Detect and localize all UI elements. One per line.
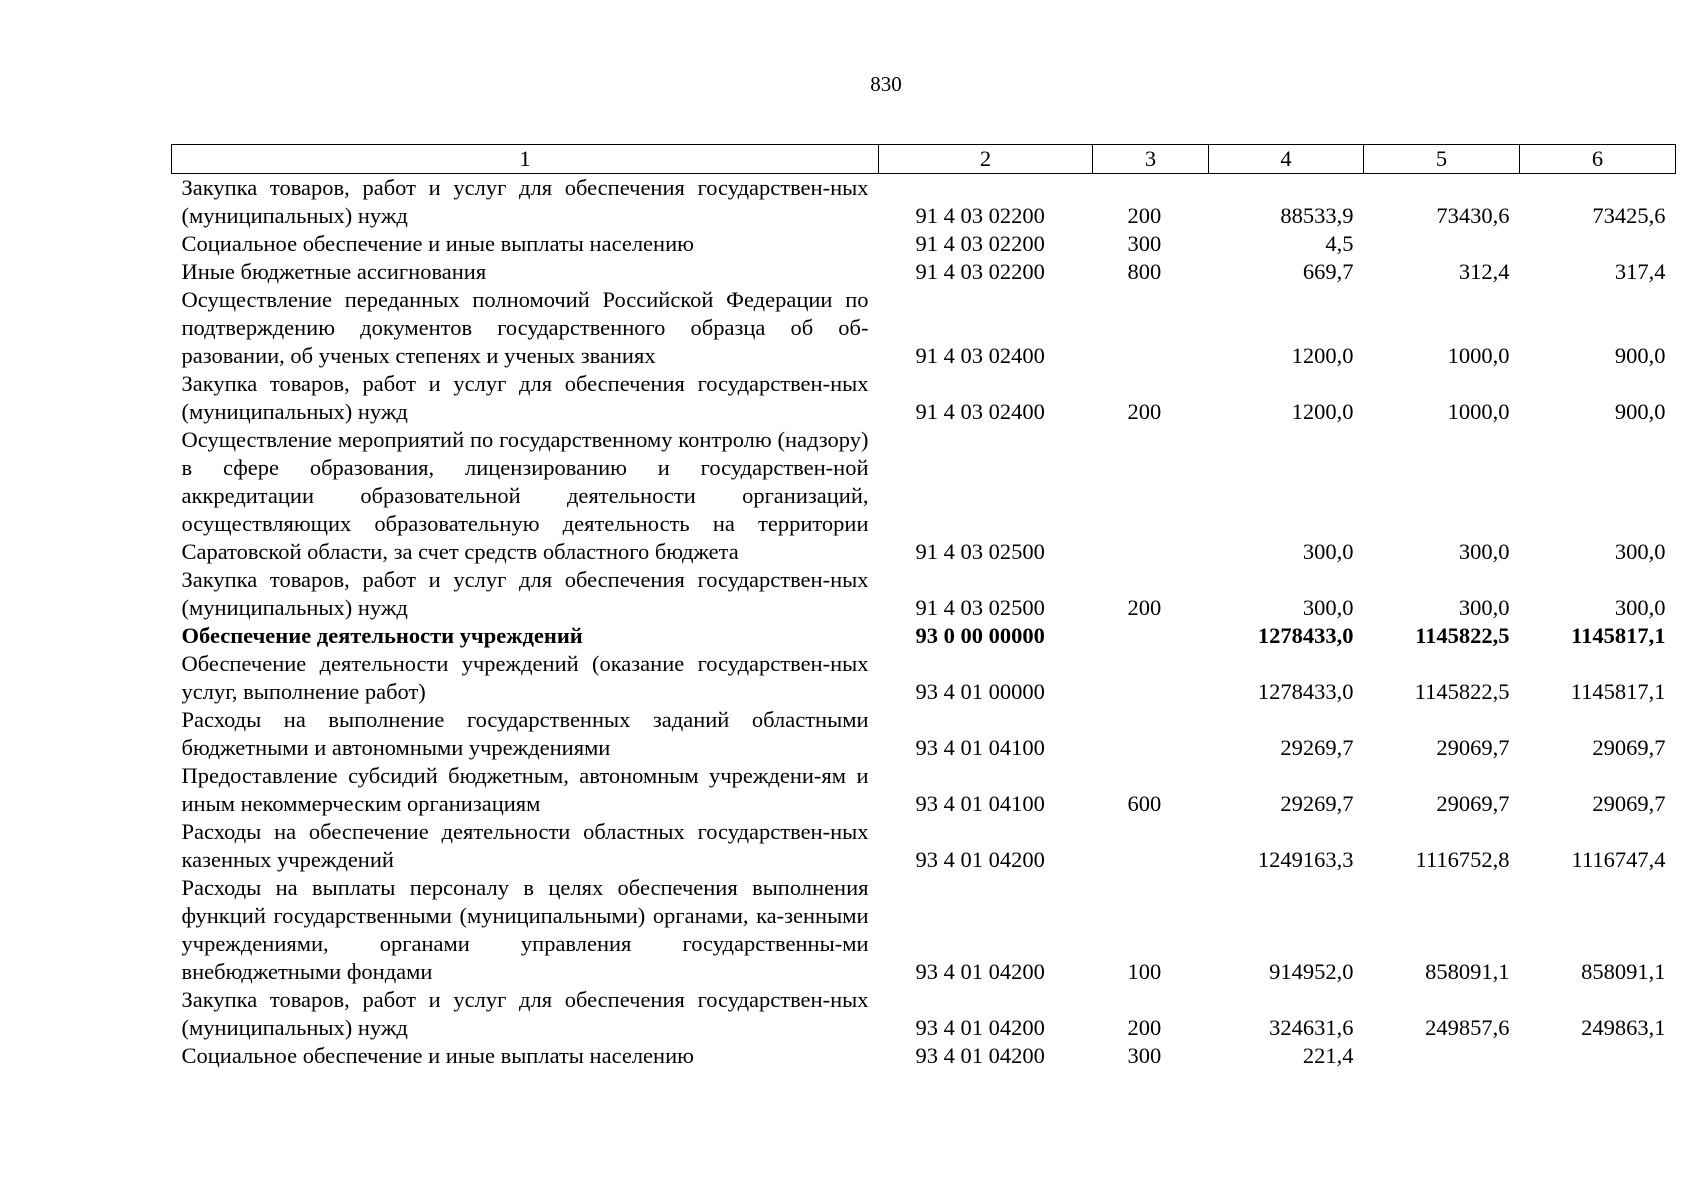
row-value-6-cell xyxy=(1520,230,1676,258)
row-code-cell: 91 4 03 02500 xyxy=(915,539,1045,564)
table-row xyxy=(172,650,1676,706)
column-header-6: 6 xyxy=(1520,145,1676,174)
row-value-6-cell: 1116747,4 xyxy=(1571,847,1666,872)
row-name-cell: Закупка товаров, работ и услуг для обеспечения государствен-ных (муниципальных) нужд xyxy=(181,987,869,1040)
row-name-cell: Иные бюджетные ассигнования xyxy=(181,259,487,284)
row-value-6-cell: 300,0 xyxy=(1614,595,1666,620)
row-name-cell: Осуществление переданных полномочий Российской Федерации по подтверждению документов государственного образца об об-разовании, об ученых степенях и ученых званиях xyxy=(181,287,869,368)
row-value-4-cell: 1200,0 xyxy=(1291,399,1354,424)
row-name-cell: Предоставление субсидий бюджетным, автономным учреждени-ям и иным некоммерческим организациям xyxy=(181,763,869,816)
row-value-4-cell: 324631,6 xyxy=(1269,1015,1354,1040)
row-expense-type-cell: 300 xyxy=(1127,1043,1162,1068)
row-code-cell: 93 4 01 00000 xyxy=(915,679,1045,704)
row-name-cell: Закупка товаров, работ и услуг для обеспечения государствен-ных (муниципальных) нужд xyxy=(181,175,869,228)
column-header-2: 2 xyxy=(879,145,1093,174)
row-code-cell: 91 4 03 02200 xyxy=(915,231,1045,256)
row-code-cell: 91 4 03 02400 xyxy=(915,343,1045,368)
row-value-5-cell: 1145822,5 xyxy=(1415,623,1510,648)
table-row xyxy=(172,566,1676,622)
row-code-cell: 91 4 03 02500 xyxy=(915,595,1045,620)
row-code-cell: 93 4 01 04200 xyxy=(915,1043,1045,1068)
row-code-cell: 93 4 01 04200 xyxy=(915,959,1045,984)
table-row xyxy=(172,230,1676,258)
row-code-cell: 91 4 03 02200 xyxy=(915,203,1045,228)
row-expense-type-cell xyxy=(1093,426,1209,566)
row-value-5-cell: 300,0 xyxy=(1458,539,1510,564)
row-expense-type-cell: 600 xyxy=(1127,791,1162,816)
row-value-4-cell: 1200,0 xyxy=(1291,343,1354,368)
row-name-cell: Расходы на выполнение государственных заданий областными бюджетными и автономными учреждениями xyxy=(181,707,869,760)
row-value-6-cell: 900,0 xyxy=(1614,399,1666,424)
table-row xyxy=(172,426,1676,566)
row-expense-type-cell xyxy=(1093,706,1209,762)
row-code-cell: 93 4 01 04100 xyxy=(915,791,1045,816)
row-code-cell: 93 4 01 04200 xyxy=(915,1015,1045,1040)
row-expense-type-cell xyxy=(1093,650,1209,706)
table-row xyxy=(172,370,1676,426)
row-value-6-cell: 1145817,1 xyxy=(1570,679,1666,704)
row-expense-type-cell xyxy=(1093,818,1209,874)
row-expense-type-cell: 200 xyxy=(1127,203,1162,228)
header-row xyxy=(172,145,1676,174)
row-value-4-cell: 1278433,0 xyxy=(1257,623,1354,648)
row-value-4-cell: 29269,7 xyxy=(1280,735,1354,760)
row-value-6-cell: 858091,1 xyxy=(1581,959,1666,984)
table-row xyxy=(172,1042,1676,1070)
row-value-4-cell: 914952,0 xyxy=(1269,959,1354,984)
table-row xyxy=(172,174,1676,231)
row-value-5-cell: 249857,6 xyxy=(1425,1015,1510,1040)
row-code-cell: 93 4 01 04100 xyxy=(915,735,1045,760)
row-value-4-cell: 221,4 xyxy=(1302,1043,1354,1068)
row-value-6-cell: 1145817,1 xyxy=(1571,623,1666,648)
row-value-4-cell: 88533,9 xyxy=(1280,203,1354,228)
row-value-6-cell: 73425,6 xyxy=(1592,203,1666,228)
table-row xyxy=(172,706,1676,762)
row-value-5-cell: 1145822,5 xyxy=(1414,679,1510,704)
row-value-4-cell: 300,0 xyxy=(1302,595,1354,620)
row-expense-type-cell: 200 xyxy=(1127,1015,1162,1040)
row-value-5-cell xyxy=(1364,1042,1520,1070)
row-expense-type-cell: 200 xyxy=(1127,399,1162,424)
row-value-6-cell: 29069,7 xyxy=(1592,791,1666,816)
row-value-5-cell: 312,4 xyxy=(1458,259,1510,284)
row-value-6-cell xyxy=(1520,1042,1676,1070)
page-number: 830 xyxy=(870,72,902,96)
row-name-cell: Обеспечение деятельности учреждений (оказание государствен-ных услуг, выполнение работ) xyxy=(181,651,869,704)
row-value-6-cell: 300,0 xyxy=(1614,539,1666,564)
row-name-cell: Социальное обеспечение и иные выплаты населению xyxy=(181,231,694,256)
row-value-5-cell: 858091,1 xyxy=(1425,959,1510,984)
row-value-5-cell: 1000,0 xyxy=(1447,399,1510,424)
column-header-4: 4 xyxy=(1209,145,1364,174)
table-body xyxy=(172,174,1676,1071)
row-value-5-cell xyxy=(1364,230,1520,258)
table-row xyxy=(172,818,1676,874)
row-value-5-cell: 73430,6 xyxy=(1436,203,1510,228)
row-code-cell: 91 4 03 02200 xyxy=(915,259,1045,284)
row-value-6-cell: 900,0 xyxy=(1614,343,1666,368)
row-value-4-cell: 300,0 xyxy=(1302,539,1354,564)
row-name-cell: Расходы на обеспечение деятельности областных государствен-ных казенных учреждений xyxy=(181,819,869,872)
row-value-5-cell: 300,0 xyxy=(1458,595,1510,620)
row-name-cell: Социальное обеспечение и иные выплаты населению xyxy=(181,1043,694,1068)
table-row xyxy=(172,874,1676,986)
row-name-cell: Расходы на выплаты персоналу в целях обеспечения выполнения функций государственными (муниципальными) органами, ка-зенными учреждениями, органами управления государственны-ми внебюджетными фондами xyxy=(181,875,869,984)
row-value-6-cell: 317,4 xyxy=(1614,259,1666,284)
row-value-5-cell: 1000,0 xyxy=(1447,343,1510,368)
row-value-6-cell: 249863,1 xyxy=(1581,1015,1666,1040)
row-name-cell: Закупка товаров, работ и услуг для обеспечения государствен-ных (муниципальных) нужд xyxy=(181,567,869,620)
row-code-cell: 93 4 01 04200 xyxy=(915,847,1045,872)
row-expense-type-cell: 200 xyxy=(1127,595,1162,620)
row-expense-type-cell xyxy=(1093,286,1209,370)
row-value-6-cell: 29069,7 xyxy=(1592,735,1666,760)
column-header-1: 1 xyxy=(172,145,879,174)
table-header xyxy=(172,145,1676,174)
column-header-3: 3 xyxy=(1093,145,1209,174)
row-expense-type-cell: 800 xyxy=(1127,259,1162,284)
row-expense-type-cell: 300 xyxy=(1127,231,1162,256)
row-code-cell: 93 0 00 00000 xyxy=(915,623,1045,648)
row-value-4-cell: 4,5 xyxy=(1325,231,1354,256)
row-name-cell: Осуществление мероприятий по государственному контролю (надзору) в сфере образования, лицензированию и государствен-ной аккредитации образовательной деятельности организаций, осуществляющих образовательную деятельность на территории Саратовской области, за счет средств областного бюджета xyxy=(181,427,869,564)
row-value-5-cell: 29069,7 xyxy=(1436,791,1510,816)
row-expense-type-cell xyxy=(1093,622,1209,650)
row-value-4-cell: 669,7 xyxy=(1302,259,1354,284)
row-value-4-cell: 1278433,0 xyxy=(1257,679,1354,704)
table-row xyxy=(172,986,1676,1042)
row-name-cell: Обеспечение деятельности учреждений xyxy=(181,623,583,648)
row-code-cell: 91 4 03 02400 xyxy=(915,399,1045,424)
row-value-5-cell: 1116752,8 xyxy=(1415,847,1510,872)
table-row xyxy=(172,286,1676,370)
table-row xyxy=(172,258,1676,286)
column-header-5: 5 xyxy=(1364,145,1520,174)
table-row xyxy=(172,622,1676,650)
budget-table xyxy=(171,144,1676,1070)
row-expense-type-cell: 100 xyxy=(1127,959,1162,984)
table-row xyxy=(172,762,1676,818)
row-value-4-cell: 29269,7 xyxy=(1280,791,1354,816)
row-value-5-cell: 29069,7 xyxy=(1436,735,1510,760)
row-value-4-cell: 1249163,3 xyxy=(1257,847,1354,872)
row-name-cell: Закупка товаров, работ и услуг для обеспечения государствен-ных (муниципальных) нужд xyxy=(181,371,869,424)
